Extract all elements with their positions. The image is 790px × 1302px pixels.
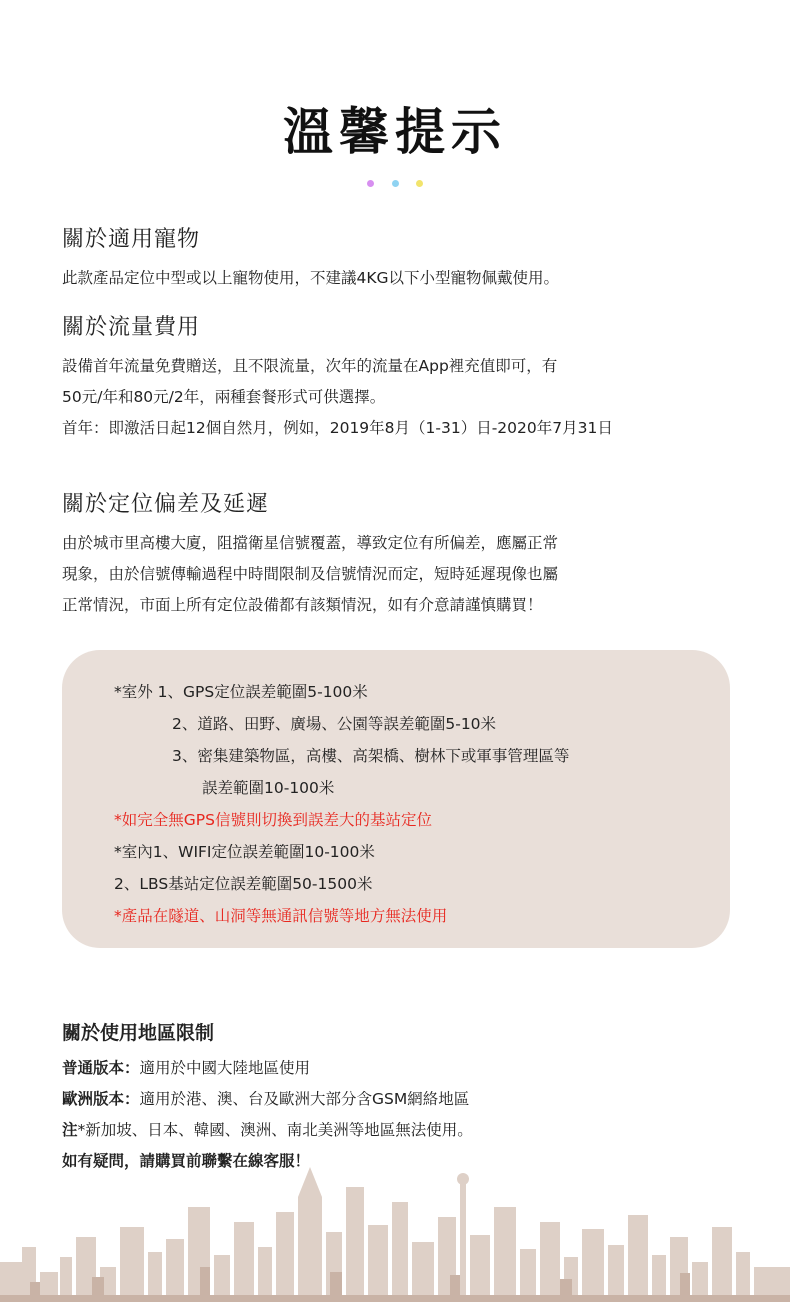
section-text: 此款產品定位中型或以上寵物使用，不建議4KG以下小型寵物佩戴使用。 — [62, 269, 560, 287]
dot-purple — [367, 180, 374, 187]
box-line: 誤差範圍10-100米 — [202, 779, 335, 797]
section-deviation — [62, 487, 752, 621]
usage-label: 普通版本： — [62, 1059, 140, 1077]
usage-label: 歐洲版本： — [62, 1090, 140, 1108]
usage-row — [62, 1053, 752, 1084]
dot-yellow — [416, 180, 423, 187]
usage-closing: 如有疑問，請購買前聯繫在線客服！ — [62, 1152, 311, 1170]
box-line: 2、道路、田野、廣場、公園等誤差範圍5-10米 — [172, 715, 497, 733]
section-heading: 關於適用寵物 — [62, 227, 201, 252]
section-heading: 關於定位偏差及延遲 — [62, 492, 270, 517]
section-pets — [62, 222, 752, 294]
section-text: 50元/年和80元/2年，兩種套餐形式可供選擇。 — [62, 388, 386, 406]
section-usage-region — [62, 1018, 752, 1177]
box-warning-line: *產品在隧道、山洞等無通訊信號等地方無法使用 — [114, 907, 448, 925]
box-line: 3、密集建築物區，高樓、高架橋、樹林下或軍事管理區等 — [172, 747, 570, 765]
section-text: 現象，由於信號傳輸過程中時間限制及信號情況而定，短時延遲現像也屬 — [62, 565, 559, 583]
usage-label: 注 — [62, 1121, 78, 1139]
usage-row — [62, 1115, 752, 1146]
box-line: *室內1、WIFI定位誤差範圍10-100米 — [114, 843, 375, 861]
gps-info-box — [62, 650, 730, 948]
section-text: 首年：即激活日起12個自然月，例如，2019年8月（1-31）日-2020年7月31日 — [62, 419, 613, 437]
box-line: *室外 1、GPS定位誤差範圍5-100米 — [114, 683, 368, 701]
page-title: 溫馨提示 — [283, 103, 507, 161]
box-warning-line: *如完全無GPS信號則切換到誤差大的基站定位 — [114, 811, 432, 829]
usage-text: 適用於港、澳、台及歐洲大部分含GSM網絡地區 — [139, 1090, 470, 1108]
dot-blue — [392, 180, 399, 187]
usage-row — [62, 1084, 752, 1115]
section-traffic — [62, 310, 752, 444]
decorative-dots — [0, 172, 790, 191]
section-text: 設備首年流量免費贈送，且不限流量，次年的流量在App裡充值即可，有 — [62, 357, 558, 375]
section-text: 正常情況，市面上所有定位設備都有該類情況，如有介意請謹慎購買！ — [62, 596, 543, 614]
box-line: 2、LBS基站定位誤差範圍50-1500米 — [114, 875, 373, 893]
section-text: 由於城市里高樓大廈，阻擋衛星信號覆蓋，導致定位有所偏差，應屬正常 — [62, 534, 559, 552]
section-heading: 關於使用地區限制 — [62, 1022, 215, 1044]
section-heading: 關於流量費用 — [62, 315, 201, 340]
city-skyline-illustration — [0, 1167, 790, 1302]
usage-text: *新加坡、日本、韓國、澳洲、南北美洲等地區無法使用。 — [77, 1121, 473, 1139]
usage-text: 適用於中國大陸地區使用 — [139, 1059, 311, 1077]
